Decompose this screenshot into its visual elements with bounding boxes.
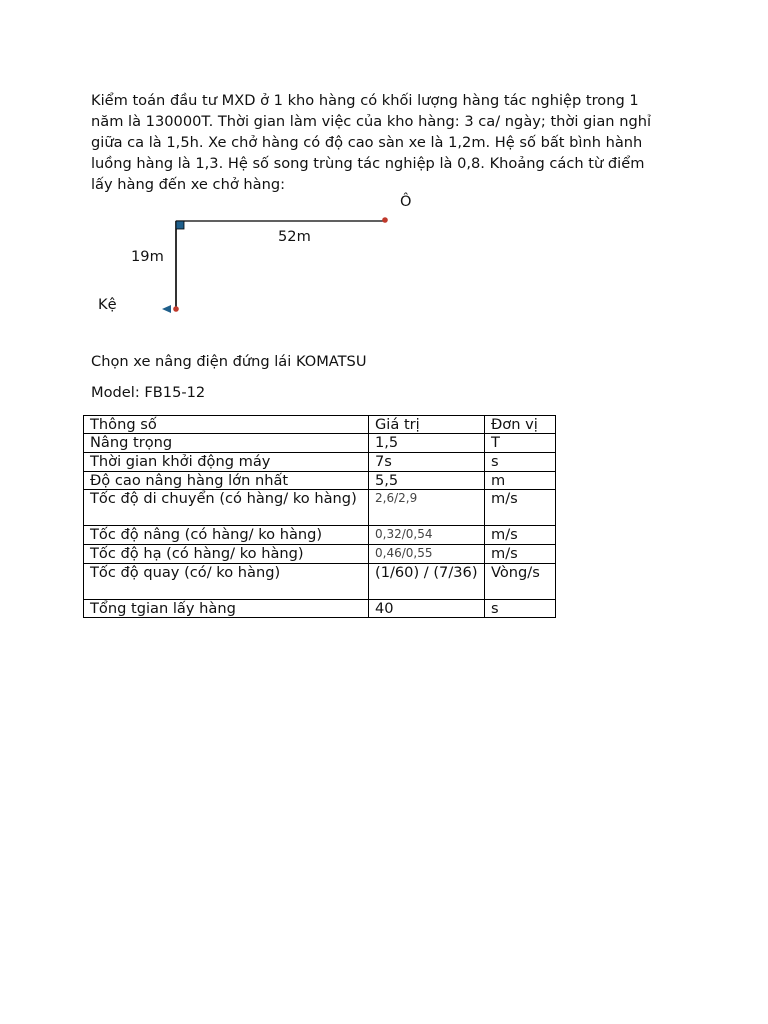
table-cell: m/s	[485, 526, 556, 545]
label-vertical-distance: 19m	[131, 248, 164, 265]
table-header-row	[84, 416, 556, 434]
label-horizontal-distance: 52m	[278, 228, 311, 245]
table-cell: (1/60) / (7/36)	[369, 564, 485, 600]
table-cell: m/s	[485, 545, 556, 564]
table-cell: 0,32/0,54	[369, 526, 485, 545]
table-cell: Tốc độ nâng (có hàng/ ko hàng)	[84, 526, 369, 545]
label-o: Ô	[400, 193, 412, 210]
table-row	[84, 545, 556, 564]
distance-diagram	[0, 0, 768, 340]
table-row	[84, 434, 556, 453]
table-row	[84, 564, 556, 600]
table-row	[84, 526, 556, 545]
table-cell: s	[485, 600, 556, 618]
intro-line: giữa ca là 1,5h. Xe chở hàng có độ cao sàn xe là 1,2m. Hệ số bất bình hành	[91, 134, 643, 151]
table-row	[84, 472, 556, 490]
table-cell: Tốc độ quay (có/ ko hàng)	[84, 564, 369, 600]
arrow-left-icon	[162, 305, 171, 313]
table-cell: 0,46/0,55	[369, 545, 485, 564]
header-cell: Thông số	[84, 416, 369, 434]
table-cell: m	[485, 472, 556, 490]
table-cell: 7s	[369, 453, 485, 472]
table-cell: Tổng tgian lấy hàng	[84, 600, 369, 618]
intro-line: Kiểm toán đầu tư MXD ở 1 kho hàng có khối lượng hàng tác nghiệp trong 1	[91, 92, 639, 109]
table-cell: T	[485, 434, 556, 453]
forklift-model: Model: FB15-12	[91, 384, 206, 401]
table-row	[84, 600, 556, 618]
table-cell: 2,6/2,9	[369, 490, 485, 526]
table-cell: Nâng trọng	[84, 434, 369, 453]
intro-line: năm là 130000T. Thời gian làm việc của kho hàng: 3 ca/ ngày; thời gian nghỉ	[91, 113, 652, 130]
table-cell: m/s	[485, 490, 556, 526]
table-cell: Vòng/s	[485, 564, 556, 600]
table-cell: 1,5	[369, 434, 485, 453]
forklift-selection: Chọn xe nâng điện đứng lái KOMATSU	[91, 353, 367, 370]
table-cell: Tốc độ di chuyển (có hàng/ ko hàng)	[84, 490, 369, 526]
corner-marker	[176, 221, 184, 229]
table-cell: Độ cao nâng hàng lớn nhất	[84, 472, 369, 490]
header-cell: Đơn vị	[485, 416, 556, 434]
label-ke: Kệ	[98, 296, 117, 313]
table-cell: 5,5	[369, 472, 485, 490]
header-cell: Giá trị	[369, 416, 485, 434]
table-cell: Tốc độ hạ (có hàng/ ko hàng)	[84, 545, 369, 564]
specs-table	[83, 415, 556, 618]
table-cell: s	[485, 453, 556, 472]
table-cell: Thời gian khởi động máy	[84, 453, 369, 472]
intro-line: luồng hàng là 1,3. Hệ số song trùng tác nghiệp là 0,8. Khoảng cách từ điểm	[91, 155, 645, 172]
table-row	[84, 453, 556, 472]
table-cell: 40	[369, 600, 485, 618]
point-ke-marker	[173, 306, 179, 312]
table-row	[84, 490, 556, 526]
point-o-marker	[382, 217, 388, 223]
intro-line: lấy hàng đến xe chở hàng:	[91, 176, 286, 193]
